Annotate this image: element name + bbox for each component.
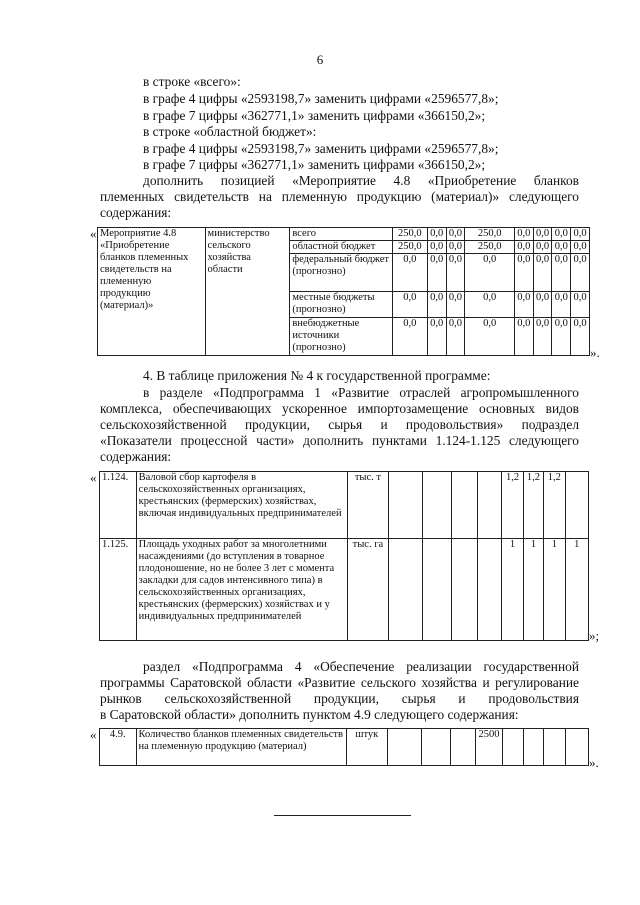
value-cell: 0,0	[514, 228, 533, 241]
row-number: 4.9.	[100, 729, 137, 766]
value-cell: 0,0	[446, 228, 465, 241]
value-cell: 0,0	[427, 241, 446, 254]
value-cell: 0,0	[392, 318, 427, 356]
value-cell: 0,0	[552, 254, 571, 292]
value-cell	[421, 729, 450, 766]
text-line: «Показатели процессной части» дополнить пунктами 1.124-1.125 следующего	[100, 433, 579, 448]
source-cell: внебюджетные источники (прогнозно)	[290, 318, 392, 356]
value-cell: 0,0	[446, 254, 465, 292]
value-cell: 0,0	[465, 318, 515, 356]
text-line: в графе 7 цифры «362771,1» заменить цифрами «366150,2»;	[143, 108, 486, 123]
value-cell: 250,0	[392, 228, 427, 241]
indicator-name: Валовой сбор картофеля в сельскохозяйственных организациях, крестьянских (фермерских) хозяйствах, включая индивидуальных предпринимателей	[136, 472, 347, 539]
value-cell: 2500	[476, 729, 502, 766]
text-line: содержания:	[100, 205, 172, 220]
indicator-name: Площадь уходных работ за многолетними насаждениями (до вступления в товарное плодоношение, но не более 3 лет с момента закладки для садов интенсивного типа) в сельскохозяйственных организациях, крестьянских (фермерских) хозяйствах и у индивидуальных предпринимателей	[136, 539, 347, 641]
value-cell	[452, 539, 477, 641]
value-cell: 0,0	[446, 318, 465, 356]
row-number: 1.124.	[100, 472, 137, 539]
value-cell: 0,0	[427, 292, 446, 318]
page-number: 6	[316, 52, 324, 67]
open-quote: «	[90, 470, 97, 485]
value-cell	[544, 729, 565, 766]
value-cell: 0,0	[552, 292, 571, 318]
value-cell: 0,0	[514, 241, 533, 254]
source-cell: областной бюджет	[290, 241, 392, 254]
value-cell: 0,0	[465, 292, 515, 318]
value-cell: 0,0	[392, 254, 427, 292]
value-cell: 0,0	[427, 228, 446, 241]
close-quote: ».	[589, 755, 599, 770]
unit-cell: тыс. т	[347, 472, 389, 539]
value-cell	[388, 729, 421, 766]
event-name-cell: Мероприятие 4.8 «Приобретение бланков племенных свидетельств на племенную продукцию (материал)»	[98, 228, 206, 356]
indicator-table	[99, 471, 589, 641]
value-cell: 0,0	[552, 318, 571, 356]
indicator-name: Количество бланков племенных свидетельств на племенную продукцию (материал)	[136, 729, 346, 766]
item-table	[99, 728, 589, 766]
value-cell: 250,0	[465, 228, 515, 241]
close-quote: »;	[589, 628, 600, 643]
value-cell	[502, 729, 523, 766]
value-cell: 1,2	[523, 472, 543, 539]
value-cell: 0,0	[552, 241, 571, 254]
text-line: сельскохозяйственной продукции, сырья и продовольствия» подраздел	[100, 417, 579, 432]
unit-cell: тыс. га	[347, 539, 389, 641]
value-cell: 0,0	[571, 241, 590, 254]
text-line: рынков сельскохозяйственной продукции, сырья и продовольствия	[100, 691, 579, 706]
value-cell: 0,0	[571, 228, 590, 241]
value-cell: 0,0	[446, 241, 465, 254]
value-cell	[389, 472, 423, 539]
close-quote: ».	[590, 345, 600, 360]
value-cell	[389, 539, 423, 641]
text-line: в разделе «Подпрограмма 1 «Развитие отраслей агропромышленного	[143, 385, 579, 400]
text-line: программы Саратовской области «Развитие сельского хозяйства и регулирование	[100, 675, 579, 690]
text-line: раздел «Подпрограмма 4 «Обеспечение реализации государственной	[143, 659, 579, 674]
source-cell: федеральный бюджет (прогнозно)	[290, 254, 392, 292]
ministry-cell: министерство сельского хозяйства области	[205, 228, 290, 356]
value-cell: 0,0	[571, 318, 590, 356]
text-line: в строке «всего»:	[143, 74, 241, 89]
value-cell	[477, 472, 501, 539]
value-cell: 0,0	[533, 241, 552, 254]
text-line: комплекса, обеспечивающих ускоренное импортозамещение основных видов	[100, 401, 579, 416]
value-cell	[565, 472, 588, 539]
value-cell: 1	[565, 539, 588, 641]
value-cell: 0,0	[446, 292, 465, 318]
value-cell: 0,0	[514, 254, 533, 292]
value-cell: 0,0	[571, 254, 590, 292]
value-cell: 1,2	[502, 472, 523, 539]
source-cell: местные бюджеты (прогнозно)	[290, 292, 392, 318]
value-cell: 1	[502, 539, 523, 641]
text-line: 4. В таблице приложения № 4 к государственной программе:	[143, 368, 491, 383]
text-line: в графе 4 цифры «2593198,7» заменить цифрами «2596577,8»;	[143, 141, 499, 156]
open-quote: «	[90, 727, 97, 742]
value-cell: 0,0	[427, 318, 446, 356]
value-cell	[452, 472, 477, 539]
value-cell: 250,0	[392, 241, 427, 254]
value-cell: 0,0	[533, 228, 552, 241]
value-cell	[422, 472, 452, 539]
value-cell: 0,0	[552, 228, 571, 241]
value-cell: 1,2	[544, 472, 565, 539]
row-number: 1.125.	[100, 539, 137, 641]
footer-divider	[274, 815, 411, 816]
text-line: в Саратовской области» дополнить пунктом 4.9 следующего содержания:	[100, 707, 519, 722]
value-cell: 1	[523, 539, 543, 641]
value-cell: 0,0	[533, 292, 552, 318]
value-cell	[422, 539, 452, 641]
text-line: в графе 7 цифры «362771,1» заменить цифрами «366150,2»;	[143, 157, 486, 172]
text-line: в строке «областной бюджет»:	[143, 124, 317, 139]
text-line: в графе 4 цифры «2593198,7» заменить цифрами «2596577,8»;	[143, 91, 499, 106]
value-cell: 0,0	[514, 318, 533, 356]
text-line: племенных свидетельств на племенную продукцию (материал)» следующего	[100, 189, 579, 204]
value-cell: 0,0	[533, 318, 552, 356]
value-cell: 0,0	[571, 292, 590, 318]
value-cell: 1	[544, 539, 565, 641]
event-table	[97, 227, 590, 356]
value-cell	[477, 539, 501, 641]
value-cell: 0,0	[427, 254, 446, 292]
unit-cell: штук	[346, 729, 388, 766]
value-cell: 0,0	[533, 254, 552, 292]
value-cell	[450, 729, 475, 766]
value-cell: 0,0	[392, 292, 427, 318]
value-cell: 250,0	[465, 241, 515, 254]
value-cell: 0,0	[465, 254, 515, 292]
value-cell	[524, 729, 544, 766]
open-quote: «	[90, 226, 97, 241]
text-line: дополнить позицией «Мероприятие 4.8 «Приобретение бланков	[143, 173, 579, 188]
value-cell: 0,0	[514, 292, 533, 318]
source-cell: всего	[290, 228, 392, 241]
value-cell	[565, 729, 588, 766]
text-line: содержания:	[100, 449, 172, 464]
